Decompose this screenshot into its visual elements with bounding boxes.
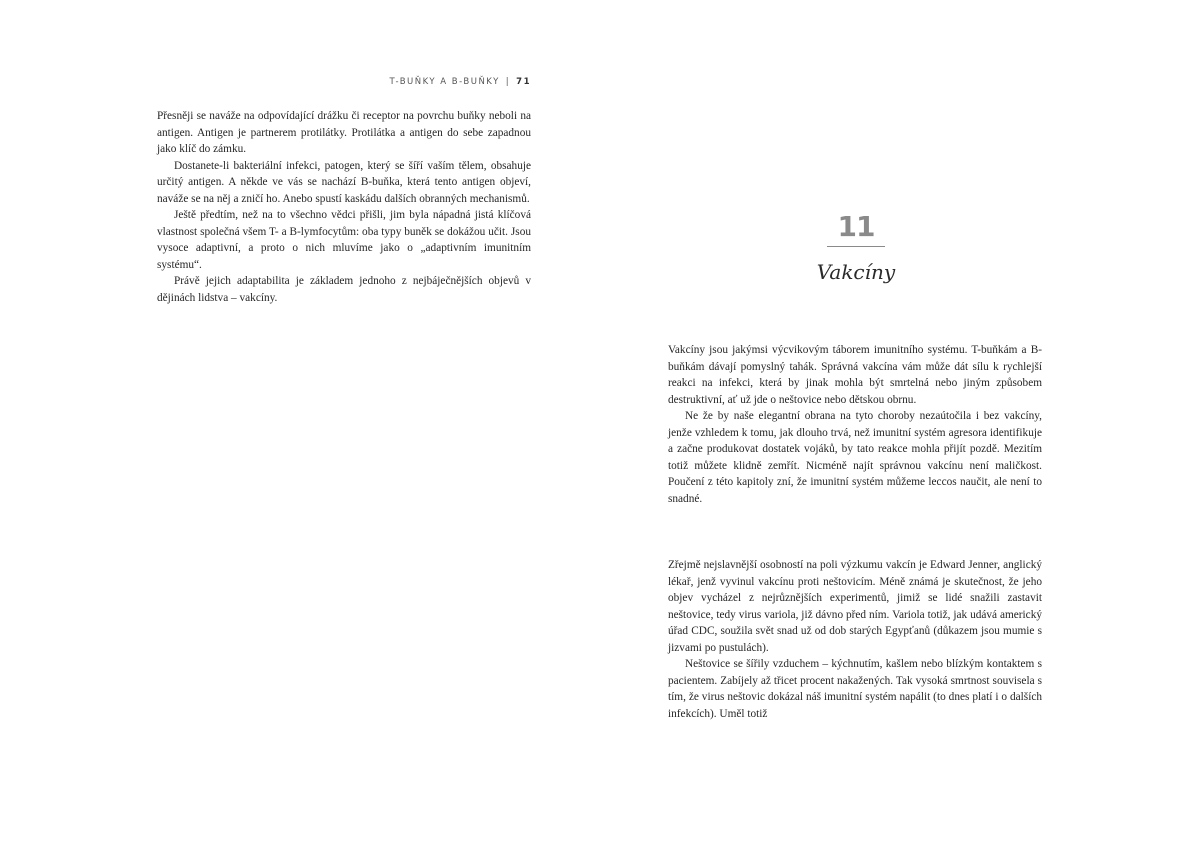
header-separator: |: [505, 77, 511, 87]
paragraph: Neštovice se šířily vzduchem – kýchnutím, kašlem nebo blízkým kontaktem s pacientem. Zabíjely až třicet procent nakažených. Tak vysoká smrtnost souvisela s tím, že virus neštovic dokázal náš imunitní systém napálit (to dnes platí i o dalších infekcích). Uměl totiž: [668, 658, 1042, 720]
left-page: [157, 0, 531, 842]
paragraph: Ještě předtím, než na to všechno vědci přišli, jim byla nápadná jistá klíčová vlastnost společná všem T- a B-lymfocytům: oba typy buněk se dokážou učit. Jsou vysoce adaptivní, a proto o nich mluvíme jako o „adaptivním imunitním systému“.: [157, 209, 531, 271]
chapter-title: Vakcíny: [816, 260, 896, 284]
paragraph: Dostanete-li bakteriální infekci, patogen, který se šíří vaším tělem, obsahuje určitý antigen. A někde ve vás se nachází B-buňka, která tento antigen objeví, naváže se na něj a zničí ho. Anebo spustí kaskádu dalších obranných mechanismů.: [157, 159, 531, 205]
page-number: 71: [516, 77, 531, 87]
paragraph: Zřejmě nejslavnější osobností na poli výzkumu vakcín je Edward Jenner, anglický lékař, jenž vyvinul vakcínu proti neštovicím. Méně známá je skutečnost, že jeho objev vycházel z nejrůznějších experimentů, jimiž se lidé snažili zastavit neštovice, tedy virus variola, již dávno před ním. Variola totiž, jak udává americký úřad CDC, soužila svět snad už od dob starých Egypťanů (důkazem jsou mumie s jizvami po pustulách).: [668, 559, 1042, 654]
paragraph: Vakcíny jsou jakýmsi výcvikovým táborem imunitního systému. T-buňkám a B-buňkám dávají pomyslný tahák. Správná vakcína vám může dát sílu k rychlejší reakci na infekci, která by jinak mohla být smrtelná nebo jiným způsobem destruktivní, ať už jde o neštovice nebo dětskou obrnu.: [668, 344, 1042, 406]
section-body-text: [668, 557, 1042, 722]
paragraph: Přesněji se naváže na odpovídající drážku či receptor na povrchu buňky neboli na antigen. Antigen je partnerem protilátky. Protilátka a antigen do sebe zapadnou jako klíč do zámku.: [157, 110, 531, 155]
paragraph: Právě jejich adaptabilita je základem jednoho z nejbáječnějších objevů v dějinách lidstva – vakcíny.: [157, 275, 531, 304]
chapter-number: 11: [837, 210, 875, 243]
left-body-text: [157, 108, 531, 306]
paragraph: Ne že by naše elegantní obrana na tyto choroby nezaútočila i bez vakcíny, jenže vzhledem k tomu, jak dlouho trvá, než imunitní systém agresora identifikuje a začne produkovat dostatek vojáků, by tato reakce mohla přijít pozdě. Mezitím totiž můžete klidně zemřít. Nicméně najít správnou vakcínu není maličkost. Poučení z této kapitoly zní, že imunitní systém můžeme leccos naučit, ale není to snadné.: [668, 410, 1042, 505]
running-title: T-BUŇKY A B-BUŇKY: [389, 77, 500, 87]
chapter-intro-text: [668, 342, 1042, 507]
right-page: [668, 0, 1042, 842]
running-header: [390, 77, 531, 87]
chapter-heading: [790, 210, 922, 285]
chapter-divider: [827, 246, 885, 247]
